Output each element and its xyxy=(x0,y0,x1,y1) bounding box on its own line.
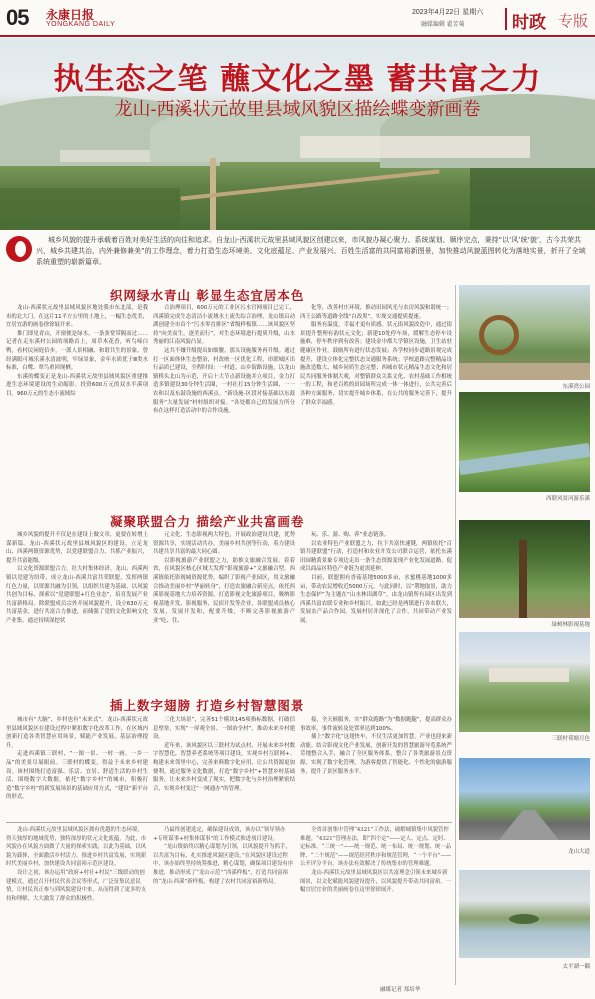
paragraph: 三化大场景”，完善51个模块145项指标数据，打破信息壁垒，实现“一屏观全景、一图治全村”，推动未来乡村建设。 xyxy=(153,717,295,741)
section2-col3 xyxy=(300,531,452,689)
paragraph: “龙山镇始终以精心谋划为引领，以风貌提升为抓手，以共富为目标，扎实推进风貌区建设。”在风貌区建设过程中，该办始终坚持统筹推进，精心谋划，确保项目建设有序推进，推动形成了“龙山示范”“西溪样板”，打造共同富裕的“龙山-西溪”新样板，构建了农村共同富裕新格局。 xyxy=(153,844,294,885)
paper-logo: 永康日报 xyxy=(46,8,95,22)
section2-col1 xyxy=(6,531,148,689)
section3-col3 xyxy=(300,716,452,822)
subheadline: 龙山-西溪状元故里县域风貌区描绘蝶变新画卷 xyxy=(114,99,481,120)
section3-col2 xyxy=(153,716,295,822)
header-rule xyxy=(0,35,595,37)
paragraph: 推门即见青山，开窗便是绿水。一条条宽带隔而过……记者在走东溪村公园的项路首上，周草木花香，听鸟啼白鸭，看村民闲庭信步，一派人景相融、和谐共生的景象。曾经满眼可城乐溪水清波明，牢绿景象，金年水质优于Ⅲ类水标准，白鹭、翠鸟重回现栖。 xyxy=(6,330,148,372)
paragraph: 设计之初，该办运用“政府+村社+村民”三级联动的创建模式，通过召开村民代表会议等形式，广泛征集民意民情，让村民真正参与到风貌建设中来，从而得到了更多的支持和理解，大大激发了群众的积极性。 xyxy=(6,869,147,902)
paragraph: 以农业特色产业联盟之力，拉下共富快速键，两镇依托“百镇共建联盟”行动，打造村和农业开发公司联合运营，依托东溪田园精黄景象专项边走出一条生态资源变现产业化发展道路，促成以商品区特色产业链为更需延伸。 xyxy=(300,540,452,573)
section1-col3 xyxy=(300,304,452,502)
paragraph: 插上“数字化”这翅快车，不仅生活更加智慧，产业也迎来新动能。结合影视文化产业发展，创新开发的智慧旅游导览系统严苛地整合入手，融合了全区服务体系，整合了各类旅游景点资源，实现了数字化管理，为游客提供了智能化、个性化的旅游服务，提升了景区服务水平。 xyxy=(300,734,452,775)
paragraph: 玩、乐、游、购、养”业态链条。 xyxy=(311,532,390,538)
section-heading-ecology: 织网绿水青山 彰显生态宜居本色 xyxy=(110,288,305,303)
editor-credit: 融媒编辑 翟芳菊 xyxy=(421,22,465,28)
photo-caption: 东溪湾公园 xyxy=(562,384,590,390)
paragraph: 龙山-西溪状元故里县域风貌区拥有优越的生态环境，得天独厚的地域优势，独特深厚的状元文化底蕴，为此，市风貌办在风貌方面做了大量的探索实践，以此为基础，以风貌为载体，全面激活乡村活力，推进乡村共富发展，实现新时代美丽乡村，加快建设共同富裕示范区建设。 xyxy=(6,827,147,868)
photo-river-park xyxy=(459,392,590,492)
reporter-signature: 融媒记者 郑培华 xyxy=(380,987,421,993)
bottom-col1 xyxy=(6,826,148,986)
paragraph: 乃最终创建选定，确保建设成效，该办以“领导领办+专班谋事+村集体谋事”的工作模式推进项目建设。 xyxy=(153,827,286,842)
section-heading-digital: 插上数字翅膀 打造乡村智慧图景 xyxy=(110,698,305,713)
paragraph: 以影视旅游产业联盟之力，助推文旅融合发展。着着省，在风貌区核心区域大发挥“影视旅游+”文旅融合型，西溪镇依托影视城资源优势，编织了影视产业园区，用文旅融合推动美丽乡村“华丽转身”，打造农旅融合新亮点，依托西溪影视基地大力培养资源，打造影视文化旅游项目，吸纳影视基地开发、影视服务、民宿开发等企业，各联盟成员核心发展，发展开发和，配要升级，不断完善影视旅游产业“吃、住、 xyxy=(153,557,295,624)
page-number: 05 xyxy=(6,5,29,30)
photo-longshan-avenue xyxy=(459,758,590,840)
section2-col2 xyxy=(153,531,295,689)
section3-col1 xyxy=(6,716,148,822)
paragraph: 龙山-西溪状元故里县域风貌区地处我市东北部，是我市的北大门。在这片11平方公里的土地上，一幅生态优美、宜居宜游的画卷徐徐展开来。 xyxy=(6,305,148,329)
photo-caption: 西联风景河游乐溪 xyxy=(545,496,590,502)
bottom-divider xyxy=(6,822,452,823)
paper-name-english: YONGKANG DAILY xyxy=(46,21,116,28)
paragraph: 合治理项目，600万元的工业区污水官网项目已完工，西溪镇完成生态清洁小流域水土流失综合治理，龙山镇启动湖创建全市首个“污水零直排区”省级样板镇……该风貌区坚持“向美而生，逐美而行”，对生态环境进行提质升级，山水秀丽的江南风貌凸显。 xyxy=(153,305,295,346)
photo-caption: 三联村荷塘月色 xyxy=(551,736,590,742)
photo-caption: 绿树林影视基地 xyxy=(551,622,590,628)
paragraph: 接，全天候服务，实“群众跑路”为“数据跑腿”，提高群众办事效率，事件流转及处置率达到100%。 xyxy=(300,717,452,732)
paragraph: 元文化、生态影视两大特色，开展政治建设共建，优势资源共享，实现活动共办，美丽乡村共创等行动，着力建设共建共享共富的最大同心圆。 xyxy=(153,532,295,556)
paragraph: 目前，联盟拥有香菇基地5000多亩，水蜜桃基地1000多亩，带动农民增收近5000万元。与此同时，以“荆地取景，助力生态保护”为主题在“山水林田湖草”，由龙山镇所有园区出发到西溪共富农联专业和乡村振兴。如此已经是两镇进行各农联大，发展农产品合作园，发展村居并深化了合作，共同带动产业发展。 xyxy=(300,574,452,624)
photo-dongxi-park xyxy=(459,285,590,380)
paragraph: 以文化资源联盟合力，壮大村集体经济。龙山、西溪两镇以党建为纽带，成立龙山-西溪共富共荣联盟，发挥两镇红色力量，以资源共融为引领，以组织共建为基础，以风貌共创为目标，探索以“党建联盟+红色业态”，培育发展产业共富新格局。除联盟成员宗外开展风貌提升，设立630万元共富基金，进行共富合力推进，而储强了党的文化影响文化产业集，通过持续深挖状 xyxy=(6,566,148,624)
paragraph: 龙山-西溪状元故里县域风貌区以共富理念引领未来城乡新图景，以文化赋能风貌建设提升，以风貌提升带动共同富裕，一幅宜居宜业的美丽画卷在这里徐徐展开。 xyxy=(300,869,451,894)
paragraph: 城市有“大脑”，乡村也有“未来式”。龙山-西溪状元故里县域风貌区在建设过程中紧扣数字化改革工作，在区域内创新打造各类智慧应用场景，赋能产业发展、基层治理提升。 xyxy=(6,717,148,749)
bottom-col2 xyxy=(153,826,295,986)
issue-date: 2023年4月22日 星期六 xyxy=(412,9,484,16)
photo-film-base xyxy=(459,520,590,618)
section-subtitle: 专版 xyxy=(558,12,589,30)
paragraph: 化等，改善村庄环境，推动田园风光与农房风貌和谐统一；西王公路等道路全线“白改黑”，实现交通提质提速。 xyxy=(300,305,452,320)
headline: 执生态之笔 蘸文化之墨 蓄共富之力 xyxy=(53,62,542,97)
photo-sanlian-village xyxy=(459,632,590,732)
paragraph: 城乡风貌的提升不仅是在建设上做文章，更要在转增上谋新篇。龙山-西溪状元故里县域风貌区的建设，立足龙山、西溪两镇资源优势，以党建联盟合力，共抓产业振兴，提升共富能级。 xyxy=(6,532,148,564)
section1-col2 xyxy=(153,304,295,502)
photo-caption: 太平湖一隅 xyxy=(562,964,590,970)
lead-drop-icon xyxy=(6,236,32,262)
section1-col1 xyxy=(6,304,148,502)
paragraph: 这共不嫌升级提出如细腰，那头设施服务再升级。通过打一区面体休生态整治，村改统一区优化工程，串联城区出行品质已建设，全程时间：一村道、山乡街路设施，以龙山镇桥头北山为示范，开启十大节点新设施并立项目，金力打造多镇建设30分钟生活圈，一村社打15分钟生活圈，一一农和以及东鼓设施的西溪点。“新设施-区段对接基础以东鼓服务“大量发展”村村组织对接。“各处都自己的发展力所分布在这样打造活动中的合作设施。 xyxy=(153,347,295,415)
section-divider xyxy=(505,8,507,30)
photo-caption: 龙山大道 xyxy=(567,849,590,855)
paragraph: 近年来，该风貌区以三联村为试点村，开展未来乡村数字智慧化，智慧养老系统等项目建设，实现乡村互联网+。构建未来邻里中心，完善来料数字化应用，让公共资源更加便利，通过服务文化数据，打造“数字乡村”+智慧乡村基础服务，让未来乡村变成了现实，把数字化与乡村治理紧密结合，实现乡村变迁“一网通办”的管理。 xyxy=(153,742,295,792)
photo-column-divider xyxy=(455,285,456,985)
lead-paragraph xyxy=(36,235,589,268)
paragraph: 东溪的蝶变正是龙山-西溪状元故里县域风貌区重建推进生态环境建设的生动缩影。投资600万元的双水半溪项目，960万元的生态小流域综 xyxy=(6,373,148,397)
bottom-col3 xyxy=(300,826,452,976)
paragraph: 走进西溪镇三联村，“一图一景、一村一画，一乡一品”的美景尽展眼前。三联村的蝶变，得益于未来乡村建设。该村围绕打造富强、乐活、宜居、舒适生活的乡村生活，围绕数字大数据，依托“数字乡村”的城市，积极打造“数字乡村”的新发展场景的基础应用方式，“建设”新平台的形式。 xyxy=(6,751,148,801)
photo-taiping-lake xyxy=(459,870,590,958)
section-title: 时政 xyxy=(512,13,546,33)
lead-text: 城乡风貌的提升承载着百姓对美好生活的向往和追求。自龙山-西溪状元故里县域风貌区创建以来，市风貌办凝心聚力、系统谋划、顺序完点，秉持“以‘风’统‘貌’，古今共荣共兴，城乡共建共治，内外兼修兼美”的工作理念，着力打造生态环境美、文化底蕴足、产业发展兴、百姓生活富的共同富裕新图景，加快推动风貌蓝图转化为落地实景，折开了全域系统重塑的崭新篇章。 xyxy=(36,236,586,266)
section-heading-industry: 凝聚联盟合力 描绘产业共富画卷 xyxy=(110,514,305,529)
paragraph: 服务有温度，幸福才更有质感。状元街风貌改造中，通过街景提升整理有韵状元文化；新建10处停车场，缓解生态停车设施难，停车秩序到有改善；建设金中都大学镇区设施，卫生站驻健康区作业，鼓励所有进行状态发展；各学校同步道路景观完成提升，建设立体化完整状态交通服务系统；学校道路完整精品设施改造数大、城乡同质生态完整；西城市状元精品生态文化和居民共同服务体制大观，对整镇群众关系文化、农村基础工作相统一的工程，和老百姓的田园场所完成一体一体进行，公共完善后各种方面服务，切实提升城乡体系，在公共的服务完善下，提升了群众幸福感。 xyxy=(300,322,452,406)
paragraph: 全省首创集中管理“4321”工作法，破解城镇集中风貌管控难题。“4321”管理办法，即“四个定”——定人、定点、定时、定标准，“三统一”——统一规范、统一布局、统一规划、统一品牌、“二个规范”——规范经营秩序和规范管理，“一个平台”——公开评分平台。该办法有效解决了传统集市的管理难题。 xyxy=(300,827,452,868)
